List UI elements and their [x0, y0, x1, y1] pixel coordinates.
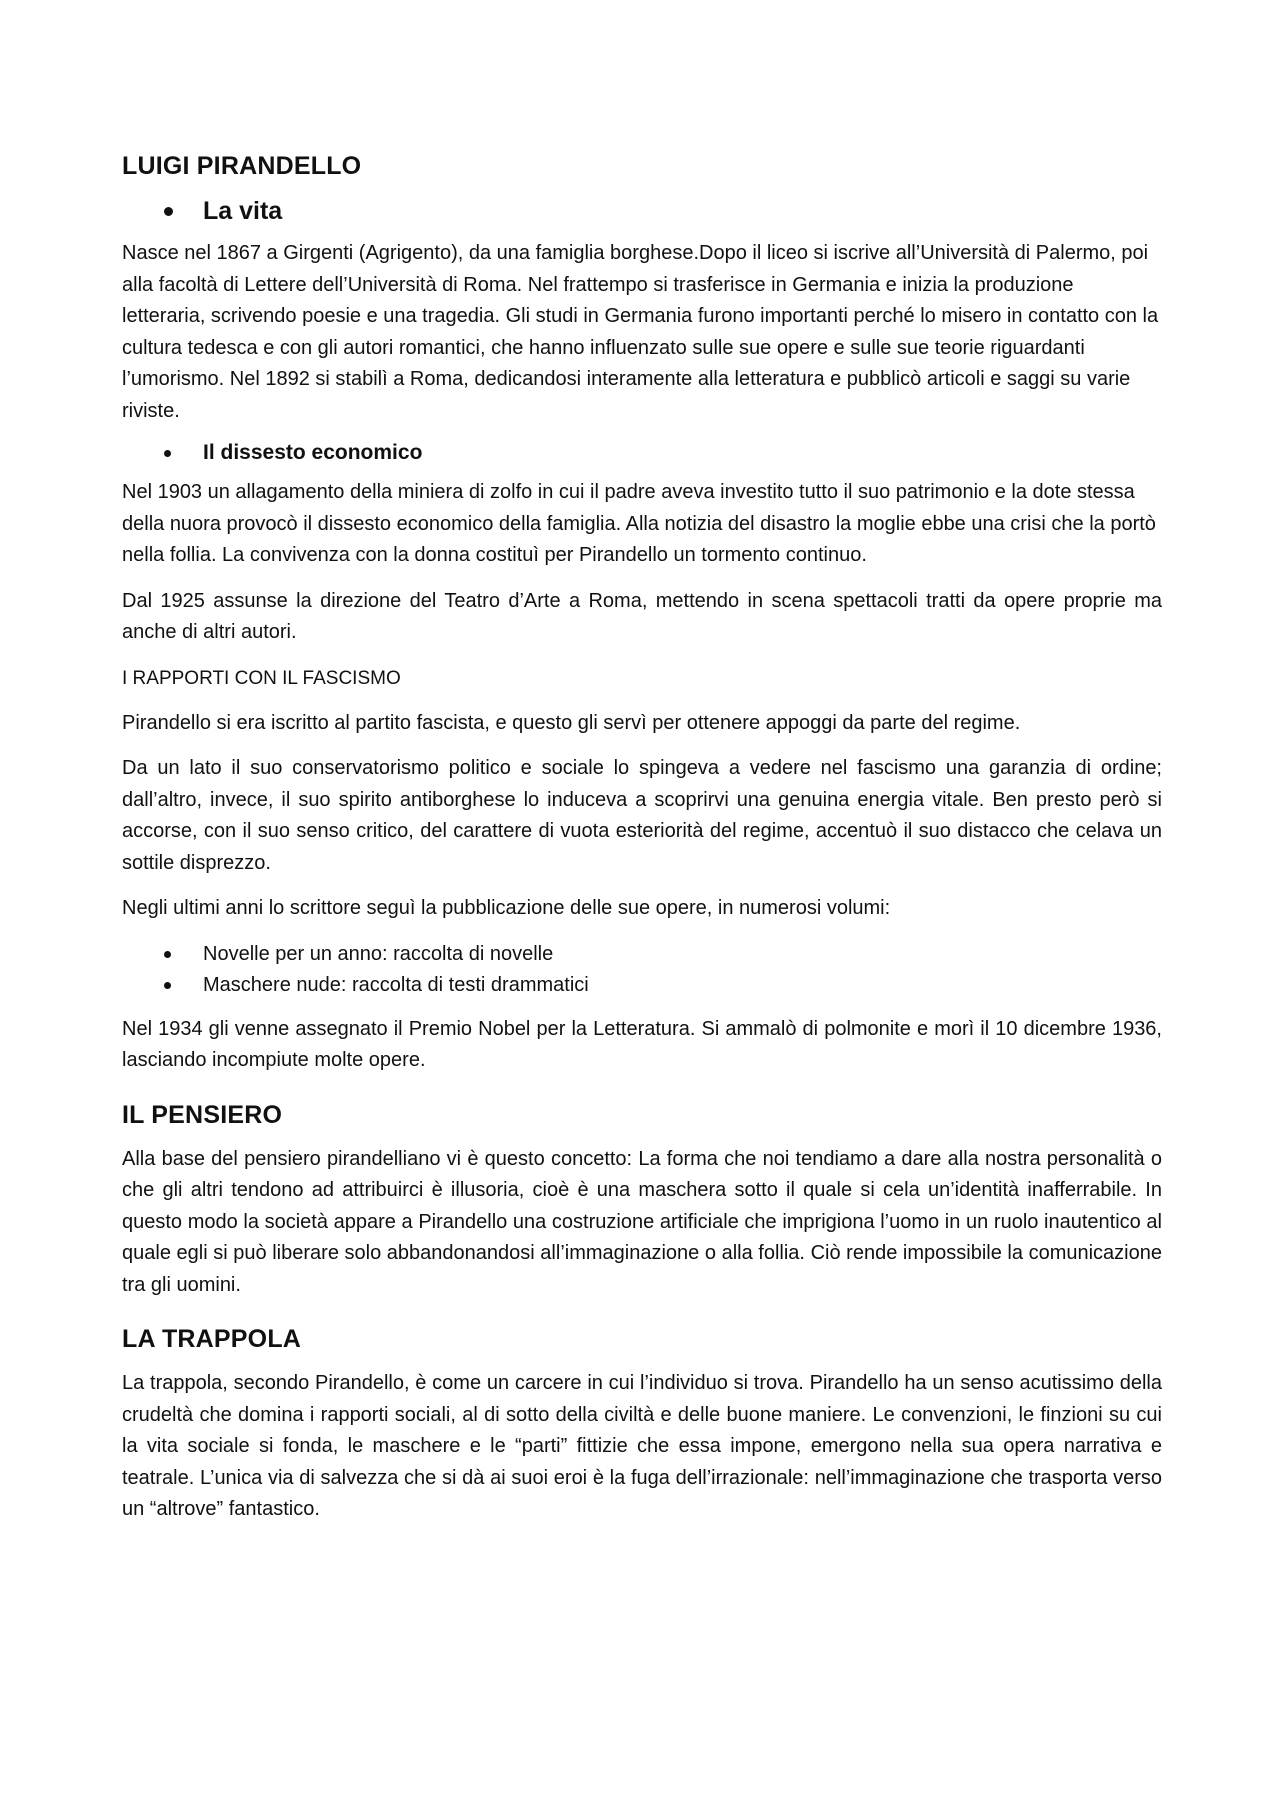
paragraph-fascismo-4: Nel 1934 gli venne assegnato il Premio Nobel per la Letteratura. Si ammalò di polmonite e morì il 10 dicembre 1936, lasciando incompiute molte opere. [122, 1017, 1162, 1071]
paragraph-dissesto-2: Dal 1925 assunse la direzione del Teatro d’Arte a Roma, mettendo in scena spettacoli tratti da opere proprie ma anche di altri autori. [122, 589, 1162, 643]
list-item-label: Maschere nude: raccolta di testi drammatici [203, 974, 589, 996]
bullet-icon [164, 951, 171, 958]
paragraph-trappola: La trappola, secondo Pirandello, è come un carcere in cui l’individuo si trova. Pirandello ha un senso acutissimo della crudeltà che domina i rapporti sociali, al di sotto della civiltà e delle buone maniere. Le convenzioni, le finzioni su cui la vita sociale si fonda, le maschere e le “parti” fittizie che essa impone, emergono nella sua opera narrativa e teatrale. L’unica via di salvezza che si dà ai suoi eroi è la fuga dell’irrazionale: nell’immaginazione che trasporta verso un “altrove” fantastico. [122, 1372, 1162, 1520]
bullet-icon [164, 207, 173, 216]
paragraph-fascismo-3: Negli ultimi anni lo scrittore seguì la pubblicazione delle sue opere, in numerosi volumi: [122, 897, 891, 919]
paragraph-vita: Nasce nel 1867 a Girgenti (Agrigento), da una famiglia borghese.Dopo il liceo si iscrive all’Università di Palermo, poi alla facoltà di Lettere dell’Università di Roma. Nel frattempo si trasferisce in Germania e inizia la produzione letteraria, scrivendo poesie e una tragedia. Gli studi in Germania furono importanti perché lo misero in contatto con la cultura tedesca e con gli autori romantici, che hanno influenzato sulle sue opere e sulle sue teorie riguardanti l’umorismo. Nel 1892 si stabilì a Roma, dedicandosi interamente alla letteratura e pubblicò articoli e saggi su varie riviste. [122, 242, 1159, 422]
bullet-icon [164, 450, 171, 457]
heading-il-pensiero: IL PENSIERO [122, 1100, 283, 1129]
heading-la-vita [122, 197, 1162, 226]
heading-rapporti-fascismo: I RAPPORTI CON IL FASCISMO [122, 667, 401, 689]
paragraph-pensiero: Alla base del pensiero pirandelliano vi è questo concetto: La forma che noi tendiamo a dare alla nostra personalità o che gli altri tendono ad attribuirci è illusoria, cioè è una maschera sotto il quale si cela un’identità inafferrabile. In questo modo la società appare a Pirandello una costruzione artificiale che imprigiona l’uomo in un ruolo inautentico al quale egli si può liberare solo abbandonandosi all’immaginazione o alla follia. Ciò rende impossibile la comunicazione tra gli uomini. [122, 1147, 1162, 1296]
document-title: LUIGI PIRANDELLO [122, 152, 362, 180]
works-list [122, 939, 1162, 1002]
paragraph-dissesto-1: Nel 1903 un allagamento della miniera di zolfo in cui il padre aveva investito tutto il suo patrimonio e la dote stessa della nuora provocò il dissesto economico della famiglia. Alla notizia del disastro la moglie ebbe una crisi che la portò nella follia. La convivenza con la donna costituì per Pirandello un tormento continuo. [122, 481, 1156, 566]
list-item [122, 939, 1162, 971]
list-item-label: Novelle per un anno: raccolta di novelle [203, 942, 554, 965]
heading-label: La vita [203, 197, 283, 225]
heading-label: Il dissesto economico [203, 441, 423, 464]
heading-dissesto-economico [122, 441, 1162, 465]
heading-la-trappola: LA TRAPPOLA [122, 1325, 302, 1353]
list-item [122, 970, 1162, 1002]
paragraph-fascismo-1: Pirandello si era iscritto al partito fascista, e questo gli servì per ottenere appoggi da parte del regime. [122, 711, 1021, 734]
paragraph-fascismo-2: Da un lato il suo conservatorismo politico e sociale lo spingeva a vedere nel fascismo una garanzia di ordine; dall’altro, invece, il suo spirito antiborghese lo induceva a scoprirvi una genuina energia vitale. Ben presto però si accorse, con il suo senso critico, del carattere di vuota esteriorità del regime, accentuò il suo distacco che celava un sottile disprezzo. [122, 757, 1162, 874]
bullet-icon [164, 982, 171, 989]
